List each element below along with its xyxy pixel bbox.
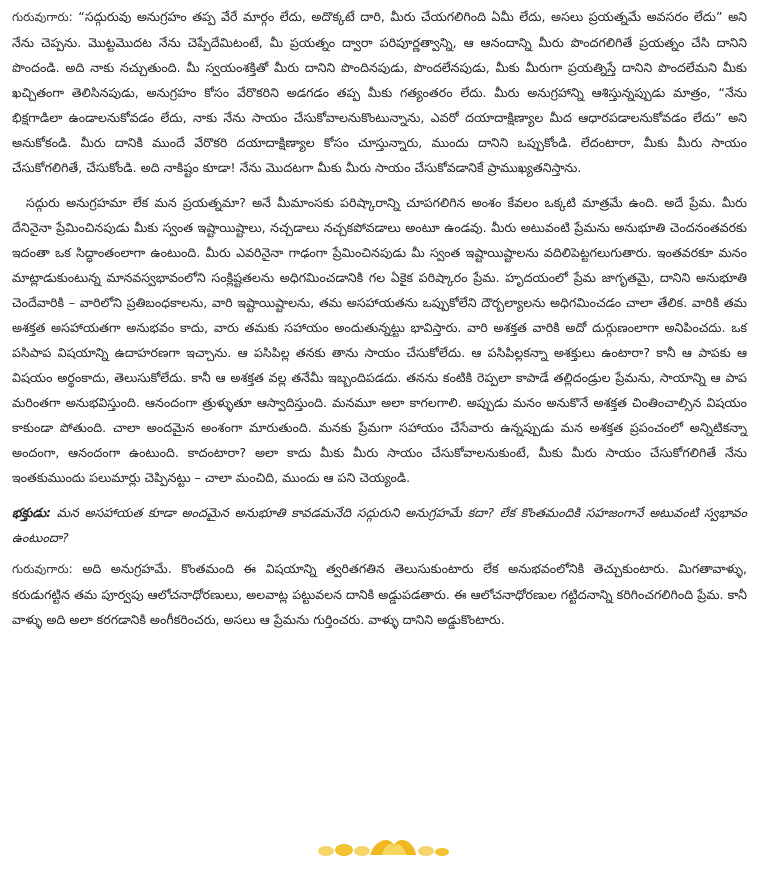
paragraph-text: అది అనుగ్రహమే. కొంతమంది ఈ విషయాన్ని త్వరితగతిన తెలుసుకుంటారు లేక అనుభవంలోనికి తెచ్చుకుంటారు. మిగతావాళ్ళు, కరుడుగట్టిన తమ పూర్వపు ఆలోచనాధోరణులు, అలవాట్ల పట్టువలన దానికి అడ్డుపడతారు. ఈ ఆలోచనాధోరణుల గట్టిదనాన్ని కరిగించగలిగింది ప్రేమ. కానీ వాళ్ళు అది అలా కరగడానికి అంగీకరించరు, అసలు ఆ ప్రేమను గుర్తించరు. వాళ్ళు దానిని అడ్డుకొంటారు. — [12, 561, 747, 627]
paragraph-guru-2 — [12, 556, 747, 632]
lotus-flower-divider-icon — [312, 831, 452, 861]
article-body — [12, 4, 747, 642]
paragraph-text: “సద్గురువు అనుగ్రహం తప్ప వేరే మార్గం లేదు, అదొక్కటే దారి, మీరు చేయగలిగింది ఏమీ లేదు, అసలు ప్రయత్నమే అవసరం లేదు” అని నేను చెప్పను. మొట్టమొదట నేను చెప్పేదేమిటంటే, మీ ప్రయత్నం ద్వారా పరిపూర్ణత్వాన్ని, ఆ ఆనందాన్ని మీరు పొందగలిగితే ప్రయత్నం చేసి దానిని పొందండి. అది నాకు నచ్చుతుంది. మీ స్వయంశక్తితో మీరు దానిని పొందినపుడు, పొందలేనపుడు, మీకు మీరుగా ప్రయత్నిస్తే దానిని పొందలేమని మీకు ఖచ్చితంగా తెలిసినపుడు, అనుగ్రహం కోసం వేరొకరిని అడగడం తప్ప మీకు గత్యంతరం లేదు. మీరు అనుగ్రహాన్ని ఆశిస్తున్నప్పుడు మాత్రం, “నేను భిక్షగాడిలా ఉండాలనుకోవడం లేదు, నాకు నేను సాయం చేసుకోవాలనుకొంటున్నాను, ఎవరో దయాదాక్షిణ్యాల మీద ఆధారపడాలనుకోవడం లేదు” అని అనుకోకండి. మీరు దానికి ముందే వేరొకరి దయాదాక్షిణ్యాల కోసం చూస్తున్నారు, ముందు దానిని ఒప్పుకోండి. లేదంటారా, మీకు మీరు సాయం చేసుకోగలిగితే, చేసుకోండి. అది నాకిష్టం కూడా! నేను మొదటగా మీకు మీరు సాయం చేసుకోవడానికే ప్రాముఖ్యతనిస్తాను. — [12, 9, 747, 175]
paragraph-text: సద్గురు అనుగ్రహమా లేక మన ప్రయత్నమా? అనే మీమాంసకు పరిష్కారాన్ని చూపగలిగిన అంశం కేవలం ఒక్కటి మాత్రమే ఉంది. అదే ప్రేమ. మీరు దేనినైనా ప్రేమించినపుడు మీకు స్వంత ఇష్టాయిష్టాలు, నచ్చడాలు నచ్చకపోవడాలు అంటూ ఉండవు. మీరు అటువంటి ప్రేమను అనుభూతి చెందనంతవరకు ఇదంతా ఒక సిద్ధాంతంలాగా ఉంటుంది. మీరు ఎవరినైనా గాఢంగా ప్రేమించినపుడు మీ స్వంత ఇష్టాయిష్టాలను వదిలిపెట్టగలుగుతారు. ఇంతవరకూ మనం మాట్లాడుకుంటున్న మానవస్వభావంలోని సంక్లిష్టతలను అధిగమించడానికి గల ఏకైక పరిష్కారం ప్రేమ. హృదయంలో ప్రేమ జాగృతమై, దానిని అనుభూతి చెందేవారికి – వారిలోని ప్రతిబంధకాలను, వారి ఇష్టాయిష్టాలను, తమ అసహాయతను ఒప్పుకోలేని దౌర్బల్యాలను అధిగమించడం చాలా తేలిక. వారికి తమ అశక్తత అసహాయతగా అనుభవం కాదు, వారు తమకు సహాయం అందుతున్నట్టు భావిస్తారు. వారి అశక్తత వారికి అదో దుర్గుణంలాగా అనిపించదు. ఒక పసిపాప విషయాన్ని ఉదాహరణగా ఇచ్చాను. ఆ పసిపిల్ల తనకు తాను సాయం చేసుకోలేదు. ఆ పసిపిల్లకన్నా అశక్తులు ఉంటారా? కానీ ఆ పాపకు ఆ విషయం అర్థంకాదు, తెలుసుకోలేదు. కానీ ఆ అశక్తత వల్ల తనేమీ ఇబ్బందిపడదు. తనను కంటికి రెప్పలా కాపాడే తల్లిదండ్రుల ప్రేమను, సాయాన్ని ఆ పాప మరింతగా అనుభవిస్తుంది. ఆనందంగా త్రుళ్ళుతూ ఆస్వాదిస్తుంది. మనమూ అలా కాగలగాలి. అప్పుడు మనం అనుకొనే అశక్తత చింతించాల్సిన విషయం కాకుండా పోతుంది. చాలా అందమైన అంశంగా మారుతుంది. మనకు ప్రేమగా సహాయం చేసేవారు ఉన్నప్పుడు మన అశక్తత ప్రపంచంలో అన్నిటికన్నా అందంగా, ఆనందంగా ఉంటుంది. కాదంటారా? అలా కాదు మీకు మీరు సాయం చేసుకోవాలనుకుంటే, మీకు మీరు సాయం చేసుకోగలిగితే నేను ఇంతకుముందు పలుమార్లు చెప్పినట్టు – చాలా మంచిది, ముందు ఆ పని చెయ్యండి. — [12, 195, 747, 485]
paragraph-devotee-question — [12, 500, 747, 550]
question-text: మన అసహాయత కూడా అందమైన అనుభూతి కావడమనేది సద్గురుని అనుగ్రహమే కదా? లేక కొంతమందికి సహజంగానే అటువంటి స్వభావం ఉంటుందా? — [12, 505, 747, 545]
speaker-label: గురువుగారు: — [12, 10, 73, 24]
paragraph-love — [12, 190, 747, 490]
speaker-label: గురువుగారు: — [12, 562, 73, 576]
paragraph-guru-1 — [12, 4, 747, 180]
speaker-label: భక్తుడు: — [12, 505, 52, 520]
